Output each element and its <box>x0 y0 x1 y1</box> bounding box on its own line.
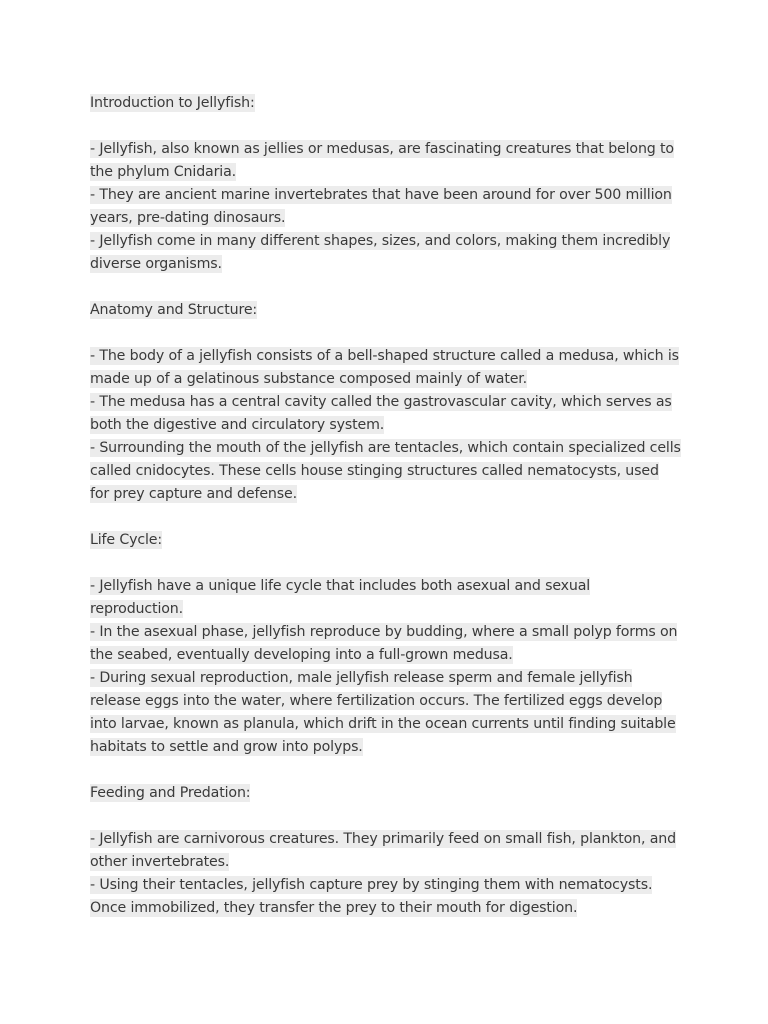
section-body-life-cycle <box>90 575 682 759</box>
document-page <box>90 92 682 943</box>
section-heading-life-cycle: Life Cycle: <box>90 532 162 548</box>
bullet-item: - The body of a jellyfish consists of a bell-shaped structure called a medusa, which is made up of a gelatinous substance composed mainly of water. <box>90 348 679 387</box>
bullet-item: - Using their tentacles, jellyfish capture prey by stinging them with nematocysts. Once immobilized, they transfer the prey to their mouth for digestion. <box>90 877 653 916</box>
section-heading-feeding: Feeding and Predation: <box>90 785 251 801</box>
bullet-item: - Jellyfish have a unique life cycle that includes both asexual and sexual reproduction. <box>90 578 591 617</box>
bullet-item: - They are ancient marine invertebrates that have been around for over 500 million years, pre-dating dinosaurs. <box>90 187 672 226</box>
section-body-feeding <box>90 828 682 920</box>
bullet-item: - Surrounding the mouth of the jellyfish are tentacles, which contain specialized cells called cnidocytes. These cells house stinging structures called nematocysts, used for prey capture and defense. <box>90 440 681 502</box>
bullet-item: - Jellyfish, also known as jellies or medusas, are fascinating creatures that belong to the phylum Cnidaria. <box>90 141 674 180</box>
bullet-item: - During sexual reproduction, male jellyfish release sperm and female jellyfish release eggs into the water, where fertilization occurs. The fertilized eggs develop into larvae, known as planula, which drift in the ocean currents until finding suitable habitats to settle and grow into polyps. <box>90 670 676 755</box>
section-heading-anatomy: Anatomy and Structure: <box>90 302 258 318</box>
section-body-introduction <box>90 138 682 276</box>
bullet-item: - Jellyfish come in many different shapes, sizes, and colors, making them incredibly diverse organisms. <box>90 233 671 272</box>
section-heading-introduction: Introduction to Jellyfish: <box>90 95 255 111</box>
bullet-item: - In the asexual phase, jellyfish reproduce by budding, where a small polyp forms on the seabed, eventually developing into a full-grown medusa. <box>90 624 678 663</box>
bullet-item: - Jellyfish are carnivorous creatures. They primarily feed on small fish, plankton, and other invertebrates. <box>90 831 676 870</box>
bullet-item: - The medusa has a central cavity called the gastrovascular cavity, which serves as both the digestive and circulatory system. <box>90 394 672 433</box>
section-body-anatomy <box>90 345 682 506</box>
